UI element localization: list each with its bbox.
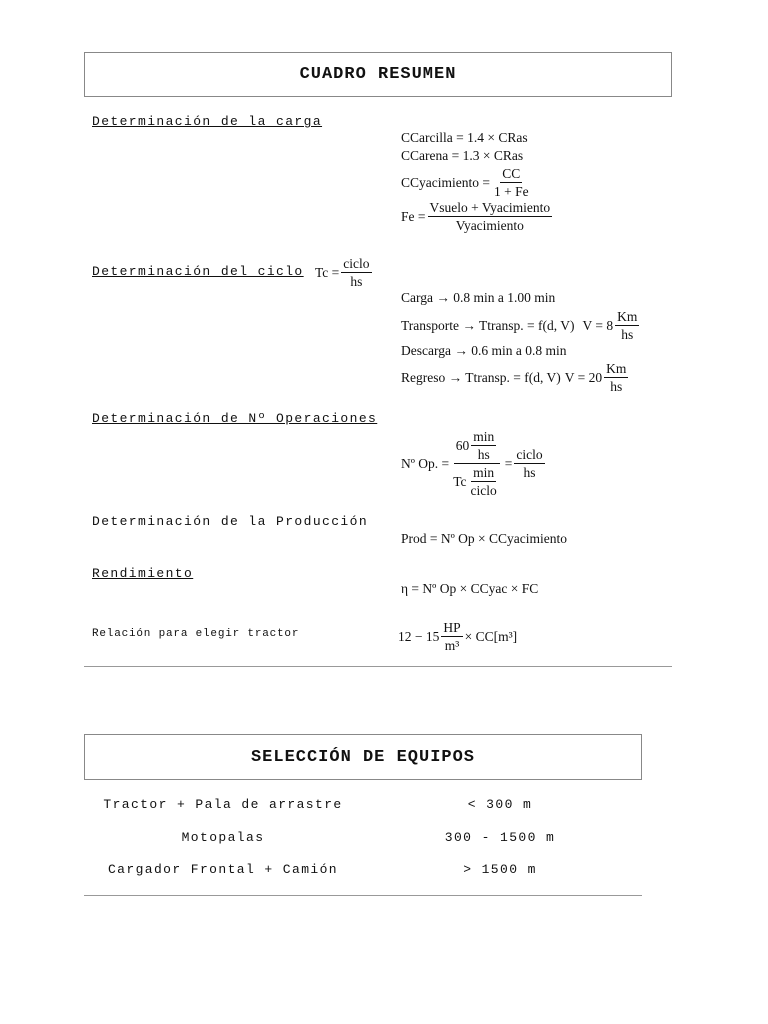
nop-num-unit-top: min — [473, 429, 495, 444]
equipment-row-3-name: Cargador Frontal + Camión — [107, 862, 339, 877]
nop-num — [454, 428, 501, 464]
rel-den: m³ — [444, 638, 460, 653]
equipment-row-1-distance: < 300 m — [467, 797, 533, 812]
equipment-row-1-name: Tractor + Pala de arrastre — [103, 797, 343, 812]
summary-title-box — [84, 52, 672, 97]
section-heading-relacion: Relación para elegir tractor — [92, 628, 300, 640]
formula-prod: Prod = Nº Op × CCyacimiento — [401, 531, 568, 546]
ccyac-num: CC — [502, 166, 521, 181]
formula-fe — [401, 199, 554, 234]
nop-result-den: hs — [523, 465, 536, 480]
transporte-lhs: Transporte → Ttransp. = f(d, V) — [401, 317, 575, 333]
rel-rhs: × CC[m³] — [464, 628, 518, 644]
formula-descarga: Descarga → 0.6 min a 0.8 min — [401, 343, 567, 358]
ccyac-lhs: CCyacimiento = — [401, 174, 490, 190]
equipment-divider — [84, 895, 642, 896]
ccyac-fraction — [492, 165, 531, 200]
fe-num: Vsuelo + Vyacimiento — [429, 200, 551, 215]
equipment-row-2-name: Motopalas — [181, 830, 265, 845]
nop-num-unit — [471, 428, 496, 463]
transporte-unit-num: Km — [617, 309, 638, 324]
formula-transporte — [401, 308, 641, 343]
rel-num: HP — [443, 620, 461, 635]
nop-result-num: ciclo — [516, 447, 543, 462]
regreso-unit-num: Km — [606, 361, 627, 376]
rel-fraction — [441, 619, 462, 654]
equipment-title-box — [84, 734, 642, 780]
nop-den-unit-top: min — [473, 465, 495, 480]
tc-fraction — [341, 255, 371, 290]
ccyac-den: 1 + Fe — [493, 184, 529, 199]
equipment-title: SELECCIÓN DE EQUIPOS — [250, 747, 476, 767]
nop-equals: = — [504, 455, 513, 471]
rel-lhs: 12 − 15 — [398, 628, 440, 644]
formula-nop — [401, 428, 547, 499]
equipment-row-2-distance: 300 - 1500 m — [444, 830, 556, 845]
formula-tc — [315, 255, 374, 290]
nop-den-unit-bottom: ciclo — [470, 483, 497, 498]
transporte-unit-den: hs — [621, 327, 634, 342]
formula-regreso — [401, 360, 630, 395]
section-heading-produccion: Determinación de la Producción — [92, 514, 369, 529]
summary-divider — [84, 666, 672, 667]
tc-num: ciclo — [343, 256, 370, 271]
formula-carga: Carga → 0.8 min a 1.00 min — [401, 290, 556, 305]
regreso-unit-den: hs — [610, 379, 623, 394]
nop-num-unit-bottom: hs — [477, 447, 490, 462]
section-heading-rendimiento: Rendimiento — [92, 566, 194, 581]
transporte-unit — [615, 308, 639, 343]
formula-eta: η = Nº Op × CCyac × FC — [401, 581, 539, 596]
nop-tc: Tc — [453, 474, 467, 489]
formula-ccarcilla: CCarcilla = 1.4 × CRas — [401, 130, 528, 145]
tc-den: hs — [350, 274, 363, 289]
section-heading-ciclo: Determinación del ciclo — [92, 264, 304, 279]
summary-title: CUADRO RESUMEN — [299, 65, 457, 84]
fe-fraction — [428, 199, 553, 234]
section-heading-operaciones: Determinación de Nº Operaciones — [92, 411, 378, 426]
tc-lhs: Tc = — [315, 264, 340, 280]
nop-result — [514, 446, 544, 481]
nop-fraction — [451, 428, 503, 499]
formula-relacion — [398, 619, 517, 654]
transporte-v: V = 8 — [582, 317, 614, 333]
regreso-lhs: Regreso → Ttransp. = f(d, V) — [401, 369, 561, 385]
equipment-row-3-distance: > 1500 m — [463, 862, 537, 877]
nop-den — [451, 464, 503, 499]
regreso-unit — [604, 360, 628, 395]
nop-lhs: Nº Op. = — [401, 455, 450, 471]
fe-den: Vyacimiento — [455, 218, 524, 233]
nop-den-unit — [468, 464, 498, 499]
formula-ccyacimiento — [401, 165, 533, 200]
fe-lhs: Fe = — [401, 208, 426, 224]
section-heading-carga: Determinación de la carga — [92, 114, 323, 129]
nop-60: 60 — [455, 438, 470, 453]
regreso-v: V = 20 — [564, 369, 603, 385]
formula-ccarena: CCarena = 1.3 × CRas — [401, 148, 524, 163]
